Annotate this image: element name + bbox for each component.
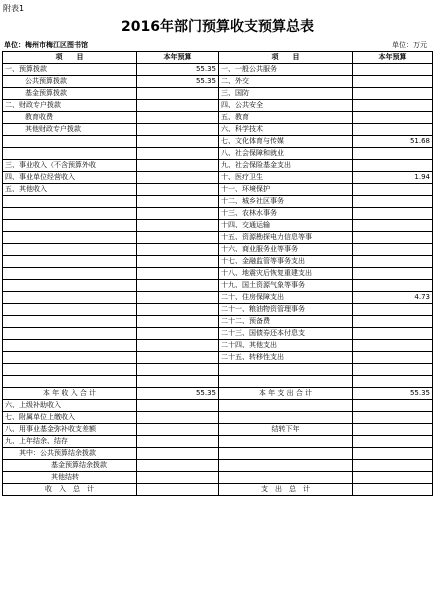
income-budget-cell[interactable] — [137, 328, 219, 340]
expense-budget-cell[interactable] — [353, 124, 433, 136]
sheet-top-bar — [0, 0, 435, 16]
table-row — [3, 412, 433, 424]
income-budget-cell[interactable] — [137, 472, 219, 484]
income-budget-cell[interactable] — [137, 184, 219, 196]
income-item-cell[interactable]: 五、其他收入 — [3, 184, 137, 196]
unit-org-label: 单位：梅州市梅江区图书馆 — [4, 41, 88, 49]
income-budget-cell[interactable] — [137, 136, 219, 148]
table-row — [3, 136, 433, 148]
expense-item-cell[interactable]: 一、一般公共服务 — [219, 64, 353, 76]
expense-budget-cell[interactable]: 4.73 — [353, 292, 433, 304]
income-budget-cell[interactable] — [137, 292, 219, 304]
table-row — [3, 196, 433, 208]
expense-total-value[interactable]: 55.35 — [353, 388, 433, 400]
income-budget-cell[interactable] — [137, 112, 219, 124]
income-budget-cell[interactable] — [137, 208, 219, 220]
table-row — [3, 292, 433, 304]
table-header-row — [3, 52, 433, 64]
table-row — [3, 172, 433, 184]
table-row — [3, 352, 433, 364]
grand-total-row — [3, 484, 433, 496]
expense-budget-cell[interactable] — [353, 184, 433, 196]
income-item-cell[interactable] — [3, 220, 137, 232]
expense-item-cell[interactable]: 十九、国土资源气象等事务 — [219, 280, 353, 292]
expense-item-cell[interactable]: 十八、地震灾后恢复重建支出 — [219, 268, 353, 280]
income-item-cell[interactable]: 其中：公共预算结余拨款 — [3, 448, 137, 460]
expense-budget-cell[interactable] — [353, 340, 433, 352]
income-item-cell[interactable]: 九、上年结余、结存 — [3, 436, 137, 448]
expense-item-cell[interactable]: 十七、金融监管等事务支出 — [219, 256, 353, 268]
income-budget-cell[interactable] — [137, 172, 219, 184]
expense-budget-cell[interactable] — [353, 304, 433, 316]
income-item-cell[interactable]: 四、事业单位经营收入 — [3, 172, 137, 184]
empty-cell[interactable] — [353, 364, 433, 376]
expense-item-cell[interactable]: 八、社会保障和就业 — [219, 148, 353, 160]
table-row — [3, 472, 433, 484]
income-budget-cell[interactable] — [137, 436, 219, 448]
income-budget-cell[interactable] — [137, 400, 219, 412]
expense-item-cell[interactable]: 十二、城乡社区事务 — [219, 196, 353, 208]
income-item-cell[interactable] — [3, 316, 137, 328]
table-row — [3, 268, 433, 280]
income-item-cell[interactable] — [3, 244, 137, 256]
expense-item-cell[interactable]: 二十二、预备费 — [219, 316, 353, 328]
table-row — [3, 148, 433, 160]
expense-item-cell[interactable]: 二、外交 — [219, 76, 353, 88]
header-expense-budget[interactable]: 本年预算 — [353, 52, 433, 64]
table-row — [3, 340, 433, 352]
income-budget-cell[interactable] — [137, 100, 219, 112]
table-row — [3, 448, 433, 460]
table-row — [3, 232, 433, 244]
income-budget-cell[interactable] — [137, 148, 219, 160]
expense-grand-total-label[interactable]: 支 出 总 计 — [219, 484, 353, 496]
empty-cell[interactable] — [219, 376, 353, 388]
income-budget-cell[interactable] — [137, 196, 219, 208]
expense-total-label[interactable]: 本 年 支 出 合 计 — [219, 388, 353, 400]
empty-cell[interactable] — [353, 376, 433, 388]
empty-cell[interactable] — [219, 364, 353, 376]
table-row — [3, 436, 433, 448]
income-item-cell[interactable]: 公共预算拨款 — [3, 76, 137, 88]
income-item-cell[interactable]: 二、财政专户拨款 — [3, 100, 137, 112]
expense-item-cell[interactable]: 九、社会保险基金支出 — [219, 160, 353, 172]
expense-item-cell[interactable] — [219, 436, 353, 448]
budget-table — [2, 51, 433, 496]
expense-item-cell[interactable]: 三、国防 — [219, 88, 353, 100]
unit-currency-label: 单位：万元 — [392, 41, 427, 49]
income-item-cell[interactable] — [3, 280, 137, 292]
income-item-cell[interactable]: 六、上级补助收入 — [3, 400, 137, 412]
expense-budget-cell[interactable] — [353, 244, 433, 256]
expense-budget-cell[interactable] — [353, 112, 433, 124]
income-total-value[interactable]: 55.35 — [137, 388, 219, 400]
table-row — [3, 100, 433, 112]
expense-item-cell[interactable]: 二十一、粮油物资管理事务 — [219, 304, 353, 316]
income-item-cell[interactable]: 八、用事业基金弥补收支差额 — [3, 424, 137, 436]
income-budget-cell[interactable] — [137, 280, 219, 292]
expense-item-cell[interactable]: 二十五、转移性支出 — [219, 352, 353, 364]
income-item-cell[interactable] — [3, 232, 137, 244]
expense-item-cell[interactable]: 十五、资源勘探电力信息等事 — [219, 232, 353, 244]
header-expense-item[interactable]: 项 目 — [219, 52, 353, 64]
table-row — [3, 160, 433, 172]
income-budget-cell[interactable] — [137, 244, 219, 256]
table-row — [3, 304, 433, 316]
expense-item-cell[interactable]: 十四、交通运输 — [219, 220, 353, 232]
table-row — [3, 220, 433, 232]
income-budget-cell[interactable] — [137, 220, 219, 232]
table-row — [3, 76, 433, 88]
income-item-cell[interactable] — [3, 208, 137, 220]
expense-budget-cell[interactable] — [353, 268, 433, 280]
income-budget-cell[interactable] — [137, 88, 219, 100]
table-row — [3, 244, 433, 256]
income-item-cell[interactable]: 三、事业收入（不含预算外收 — [3, 160, 137, 172]
expense-budget-cell[interactable] — [353, 160, 433, 172]
expense-item-cell[interactable]: 四、公共安全 — [219, 100, 353, 112]
income-total-label[interactable]: 本 年 收 入 合 计 — [3, 388, 137, 400]
income-budget-cell[interactable] — [137, 460, 219, 472]
expense-budget-cell[interactable] — [353, 208, 433, 220]
expense-item-cell[interactable]: 十一、环境保护 — [219, 184, 353, 196]
income-item-cell[interactable] — [3, 292, 137, 304]
income-item-cell[interactable]: 基金预算结余拨款 — [3, 460, 137, 472]
page-title: 2016年部门预算收支预算总表 — [121, 19, 314, 35]
expense-budget-cell[interactable] — [353, 220, 433, 232]
expense-budget-cell[interactable] — [353, 196, 433, 208]
income-item-cell[interactable] — [3, 352, 137, 364]
income-item-cell[interactable] — [3, 196, 137, 208]
expense-budget-cell[interactable] — [353, 424, 433, 436]
income-budget-cell[interactable]: 55.35 — [137, 76, 219, 88]
income-item-cell[interactable]: 基金预算拨款 — [3, 88, 137, 100]
empty-cell[interactable] — [137, 376, 219, 388]
expense-item-cell[interactable]: 十三、农林水事务 — [219, 208, 353, 220]
expense-item-cell[interactable]: 七、文化体育与传媒 — [219, 136, 353, 148]
income-item-cell[interactable] — [3, 148, 137, 160]
income-budget-cell[interactable] — [137, 124, 219, 136]
expense-budget-cell[interactable] — [353, 76, 433, 88]
table-row — [3, 280, 433, 292]
header-income-budget[interactable]: 本年预算 — [137, 52, 219, 64]
income-budget-cell[interactable] — [137, 232, 219, 244]
expense-item-cell[interactable] — [219, 472, 353, 484]
expense-item-cell[interactable] — [219, 412, 353, 424]
table-row — [3, 112, 433, 124]
income-item-cell[interactable]: 一、预算拨款 — [3, 64, 137, 76]
expense-budget-cell[interactable] — [353, 64, 433, 76]
expense-budget-cell[interactable]: 51.68 — [353, 136, 433, 148]
expense-item-cell[interactable]: 十、医疗卫生 — [219, 172, 353, 184]
expense-budget-cell[interactable] — [353, 280, 433, 292]
totals-row — [3, 388, 433, 400]
expense-item-cell[interactable]: 十六、商业服务业等事务 — [219, 244, 353, 256]
income-budget-cell[interactable] — [137, 256, 219, 268]
expense-item-cell[interactable] — [219, 448, 353, 460]
table-row — [3, 184, 433, 196]
expense-budget-cell[interactable] — [353, 460, 433, 472]
expense-budget-cell[interactable] — [353, 100, 433, 112]
expense-item-cell[interactable]: 五、教育 — [219, 112, 353, 124]
table-row — [3, 400, 433, 412]
income-item-cell[interactable] — [3, 304, 137, 316]
income-budget-cell[interactable]: 55.35 — [137, 64, 219, 76]
income-budget-cell[interactable] — [137, 160, 219, 172]
table-row — [3, 328, 433, 340]
income-budget-cell[interactable] — [137, 268, 219, 280]
table-row — [3, 208, 433, 220]
expense-budget-cell[interactable] — [353, 148, 433, 160]
table-row — [3, 64, 433, 76]
expense-budget-cell[interactable] — [353, 448, 433, 460]
expense-item-cell[interactable] — [219, 400, 353, 412]
expense-budget-cell[interactable] — [353, 472, 433, 484]
header-income-item[interactable]: 项 目 — [3, 52, 137, 64]
expense-item-cell[interactable] — [219, 460, 353, 472]
empty-cell[interactable] — [137, 364, 219, 376]
expense-budget-cell[interactable] — [353, 232, 433, 244]
expense-item-cell[interactable]: 二十四、其他支出 — [219, 340, 353, 352]
expense-budget-cell[interactable] — [353, 352, 433, 364]
table-row — [3, 124, 433, 136]
expense-grand-total-value[interactable] — [353, 484, 433, 496]
income-item-cell[interactable] — [3, 328, 137, 340]
income-budget-cell[interactable] — [137, 316, 219, 328]
expense-budget-cell[interactable] — [353, 316, 433, 328]
income-item-cell[interactable] — [3, 268, 137, 280]
income-grand-total-label[interactable]: 收 入 总 计 — [3, 484, 137, 496]
expense-budget-cell[interactable] — [353, 400, 433, 412]
expense-budget-cell[interactable] — [353, 412, 433, 424]
expense-budget-cell[interactable] — [353, 256, 433, 268]
expense-budget-cell[interactable]: 1.94 — [353, 172, 433, 184]
expense-budget-cell[interactable] — [353, 88, 433, 100]
unit-line — [0, 40, 435, 50]
income-item-cell[interactable]: 教育收费 — [3, 112, 137, 124]
income-item-cell[interactable]: 其他财政专户拨款 — [3, 124, 137, 136]
table-row — [3, 424, 433, 436]
income-budget-cell[interactable] — [137, 340, 219, 352]
empty-cell[interactable] — [3, 364, 137, 376]
income-item-cell[interactable]: 七、附属单位上缴收入 — [3, 412, 137, 424]
income-budget-cell[interactable] — [137, 304, 219, 316]
sheet-tab-label: 附表1 — [3, 4, 25, 13]
income-item-cell[interactable]: 其他结转 — [3, 472, 137, 484]
income-grand-total-value[interactable] — [137, 484, 219, 496]
table-row-empty — [3, 376, 433, 388]
income-budget-cell[interactable] — [137, 424, 219, 436]
expense-item-cell[interactable]: 结转下年 — [219, 424, 353, 436]
income-budget-cell[interactable] — [137, 448, 219, 460]
income-item-cell[interactable] — [3, 256, 137, 268]
empty-cell[interactable] — [3, 376, 137, 388]
table-row — [3, 460, 433, 472]
table-row-empty — [3, 364, 433, 376]
expense-item-cell[interactable]: 二十三、国债券还本付息支 — [219, 328, 353, 340]
income-budget-cell[interactable] — [137, 412, 219, 424]
income-budget-cell[interactable] — [137, 352, 219, 364]
table-row — [3, 256, 433, 268]
income-item-cell[interactable] — [3, 136, 137, 148]
table-row — [3, 88, 433, 100]
income-item-cell[interactable] — [3, 340, 137, 352]
expense-item-cell[interactable]: 二十、住房保障支出 — [219, 292, 353, 304]
expense-item-cell[interactable]: 六、科学技术 — [219, 124, 353, 136]
table-row — [3, 316, 433, 328]
expense-budget-cell[interactable] — [353, 328, 433, 340]
expense-budget-cell[interactable] — [353, 436, 433, 448]
